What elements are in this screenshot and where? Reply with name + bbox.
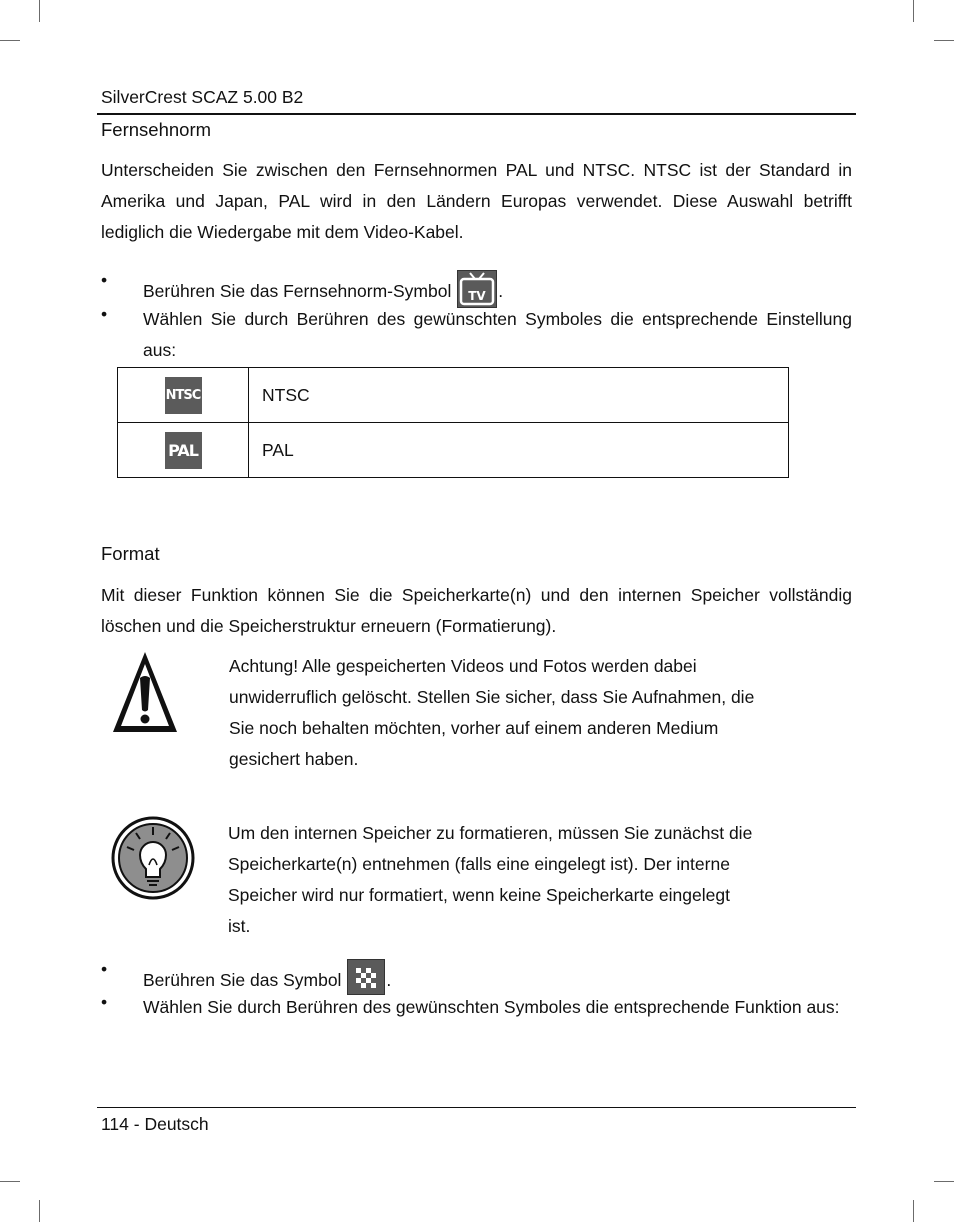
- warning-line: unwiderruflich gelöscht. Stellen Sie sicher, dass Sie Aufnahmen, die: [229, 687, 755, 707]
- tip-line: ist.: [228, 916, 251, 936]
- bullet-dot: •: [101, 304, 108, 324]
- warning-text: [229, 651, 789, 775]
- section-title-format: Format: [101, 543, 160, 564]
- warning-icon: [111, 650, 179, 734]
- bullet-text: [143, 959, 852, 996]
- option-label: PAL: [249, 423, 789, 478]
- warning-line: gesichert haben.: [229, 749, 359, 769]
- ntsc-option-icon[interactable]: NTSC: [165, 377, 202, 414]
- bullet-dot: •: [101, 992, 108, 1012]
- tip-line: Um den internen Speicher zu formatieren, müssen Sie zunächst die: [228, 823, 753, 843]
- section-title-tv-standard: Fernsehnorm: [101, 119, 212, 140]
- crop-mark: [913, 1200, 914, 1222]
- lightbulb-tip-icon: [110, 815, 196, 901]
- warning-line: Sie noch behalten möchten, vorher auf einem anderen Medium: [229, 718, 719, 738]
- bullet-dot: •: [101, 270, 108, 290]
- table-row: [118, 368, 789, 423]
- option-label: NTSC: [249, 368, 789, 423]
- page-footer: 114 - Deutsch: [101, 1114, 209, 1134]
- tv-standard-icon[interactable]: [457, 270, 497, 308]
- pal-option-icon[interactable]: PAL: [165, 432, 202, 469]
- option-icon-cell: [118, 368, 249, 423]
- tv-standard-options-table: [117, 367, 789, 478]
- list-item: [101, 959, 852, 993]
- bullet-text: Wählen Sie durch Berühren des gewünschten Symboles die entsprechende Funktion aus:: [143, 997, 840, 1017]
- tv-standard-paragraph: Unterscheiden Sie zwischen den Fernsehnormen PAL und NTSC. NTSC ist der Standard in Amerika und Japan, PAL wird in den Ländern Europas verwendet. Diese Auswahl betrifft lediglich die Wiedergabe mit dem Video-Kabel.: [101, 160, 852, 242]
- bullet-text-before: Berühren Sie das Symbol: [143, 970, 342, 990]
- list-item: [101, 992, 852, 1054]
- tip-line: Speicherkarte(n) entnehmen (falls eine eingelegt ist). Der interne: [228, 854, 730, 874]
- page-header-title: SilverCrest SCAZ 5.00 B2: [101, 87, 304, 107]
- table-row: [118, 423, 789, 478]
- tip-text: [228, 818, 788, 942]
- option-icon-cell: [118, 423, 249, 478]
- crop-mark: [39, 1200, 40, 1222]
- footer-divider: [97, 1107, 856, 1108]
- list-item: [101, 270, 852, 304]
- bullet-text-after: .: [386, 970, 392, 990]
- list-item: [101, 304, 852, 366]
- bullet-text: [143, 270, 852, 308]
- format-icon[interactable]: [347, 959, 385, 995]
- format-paragraph: Mit dieser Funktion können Sie die Speicherkarte(n) und den internen Speicher vollständig löschen und die Speicherstruktur erneuern (Formatierung).: [101, 585, 852, 636]
- crop-mark: [39, 0, 40, 22]
- header-divider: [97, 113, 856, 115]
- bullet-text-before: Berühren Sie das Fernsehnorm-Symbol: [143, 281, 452, 301]
- crop-mark: [0, 1181, 20, 1182]
- bullet-text-after: .: [498, 281, 504, 301]
- crop-mark: [934, 1181, 954, 1182]
- bullet-text: Wählen Sie durch Berühren des gewünschten Symboles die entsprechende Einstellung aus:: [143, 309, 852, 360]
- crop-mark: [934, 40, 954, 41]
- tip-line: Speicher wird nur formatiert, wenn keine Speicherkarte eingelegt: [228, 885, 730, 905]
- crop-mark: [0, 40, 20, 41]
- crop-mark: [913, 0, 914, 22]
- warning-line: Achtung! Alle gespeicherten Videos und Fotos werden dabei: [229, 656, 697, 676]
- svg-text:TV: TV: [468, 289, 486, 303]
- bullet-dot: •: [101, 959, 108, 979]
